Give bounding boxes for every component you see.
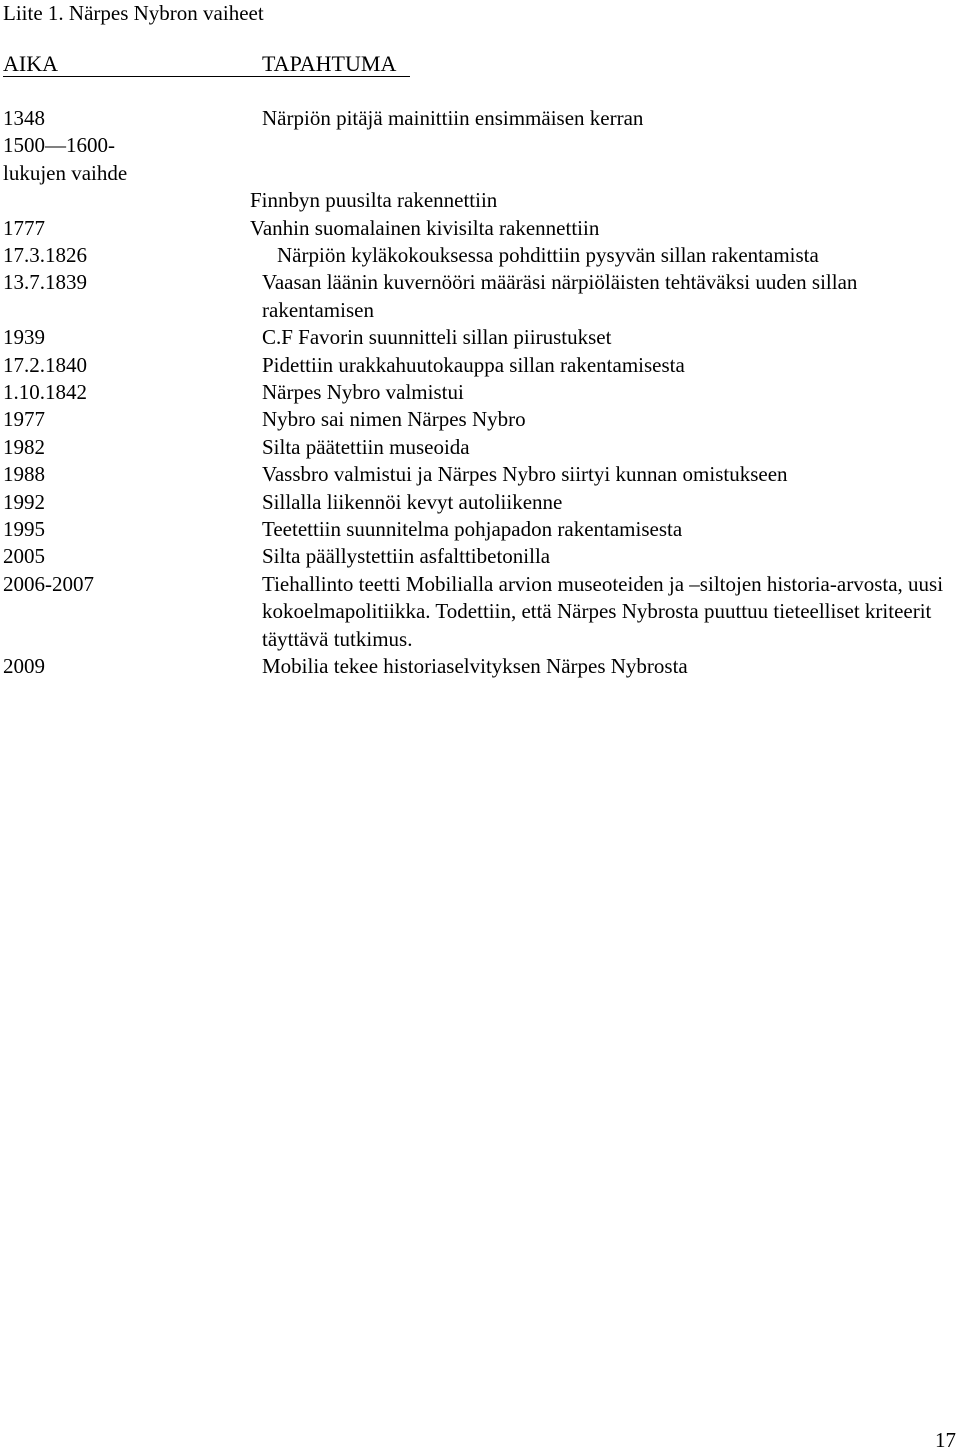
row-event: Sillalla liikennöi kevyt autoliikenne — [262, 489, 563, 514]
row-date: 1777 — [3, 215, 45, 240]
table-row — [0, 105, 960, 132]
page-number: 17 — [935, 1428, 956, 1452]
row-event: Finnbyn puusilta rakennettiin — [250, 188, 498, 213]
row-date: 2005 — [3, 544, 45, 569]
events-table — [0, 105, 960, 681]
table-row — [0, 653, 960, 680]
row-event: Pidettiin urakkahuutokauppa sillan rakentamisesta — [262, 352, 685, 377]
row-date: 17.3.1826 — [3, 243, 87, 268]
table-row — [0, 461, 960, 488]
table-header — [0, 52, 960, 80]
row-date: 13.7.1839 — [3, 270, 87, 295]
row-event: Vaasan läänin kuvernööri määräsi närpiöläisten tehtäväksi uuden sillan rakentamisen — [262, 270, 858, 322]
table-row — [0, 352, 960, 379]
header-event: TAPAHTUMA — [262, 51, 397, 76]
row-date: 1348 — [3, 106, 45, 130]
table-row — [0, 242, 960, 269]
row-date: 2009 — [3, 654, 45, 679]
table-row — [0, 269, 960, 324]
row-event: Teetettiin suunnitelma pohjapadon rakentamisesta — [262, 517, 683, 542]
document-title: Liite 1. Närpes Nybron vaiheet — [3, 1, 264, 25]
row-date: 1.10.1842 — [3, 380, 87, 405]
table-row — [0, 489, 960, 516]
table-row — [0, 132, 960, 214]
table-row — [0, 324, 960, 351]
row-date: 1995 — [3, 517, 45, 542]
table-row — [0, 543, 960, 570]
row-date: 2006-2007 — [3, 571, 94, 596]
row-date: 1992 — [3, 489, 45, 514]
table-row — [0, 215, 960, 242]
row-event: C.F Favorin suunnitteli sillan piirustukset — [262, 325, 612, 350]
row-date: 1500—1600- lukujen vaihde — [3, 133, 128, 185]
row-event: Mobilia tekee historiaselvityksen Närpes Nybrosta — [262, 654, 688, 679]
row-event: Tiehallinto teetti Mobilialla arvion museoteiden ja –siltojen historia-arvosta, uusi kokoelmapolitiikka. Todettiin, että Närpes Nybrosta puuttuu tieteelliset kriteerit täyttävä tutkimus. — [262, 571, 944, 651]
row-date: 1939 — [3, 325, 45, 350]
row-event: Närpiön pitäjä mainittiin ensimmäisen kerran — [262, 106, 644, 130]
header-date: AIKA — [3, 51, 58, 76]
row-date: 1982 — [3, 434, 45, 459]
row-event: Närpiön kyläkokouksessa pohdittiin pysyvän sillan rakentamista — [277, 243, 819, 268]
row-event: Silta päätettiin museoida — [262, 434, 470, 459]
row-date: 1988 — [3, 462, 45, 487]
table-row — [0, 434, 960, 461]
table-row — [0, 406, 960, 433]
row-event: Nybro sai nimen Närpes Nybro — [262, 407, 526, 432]
header-underline — [3, 76, 410, 77]
row-event: Silta päällystettiin asfalttibetonilla — [262, 544, 551, 569]
row-event: Närpes Nybro valmistui — [262, 380, 464, 405]
row-event: Vanhin suomalainen kivisilta rakennettiin — [250, 215, 600, 240]
row-date: 1977 — [3, 407, 45, 432]
row-date: 17.2.1840 — [3, 352, 87, 377]
row-event: Vassbro valmistui ja Närpes Nybro siirtyi kunnan omistukseen — [262, 462, 788, 487]
table-row — [0, 516, 960, 543]
table-row — [0, 571, 960, 653]
table-row — [0, 379, 960, 406]
